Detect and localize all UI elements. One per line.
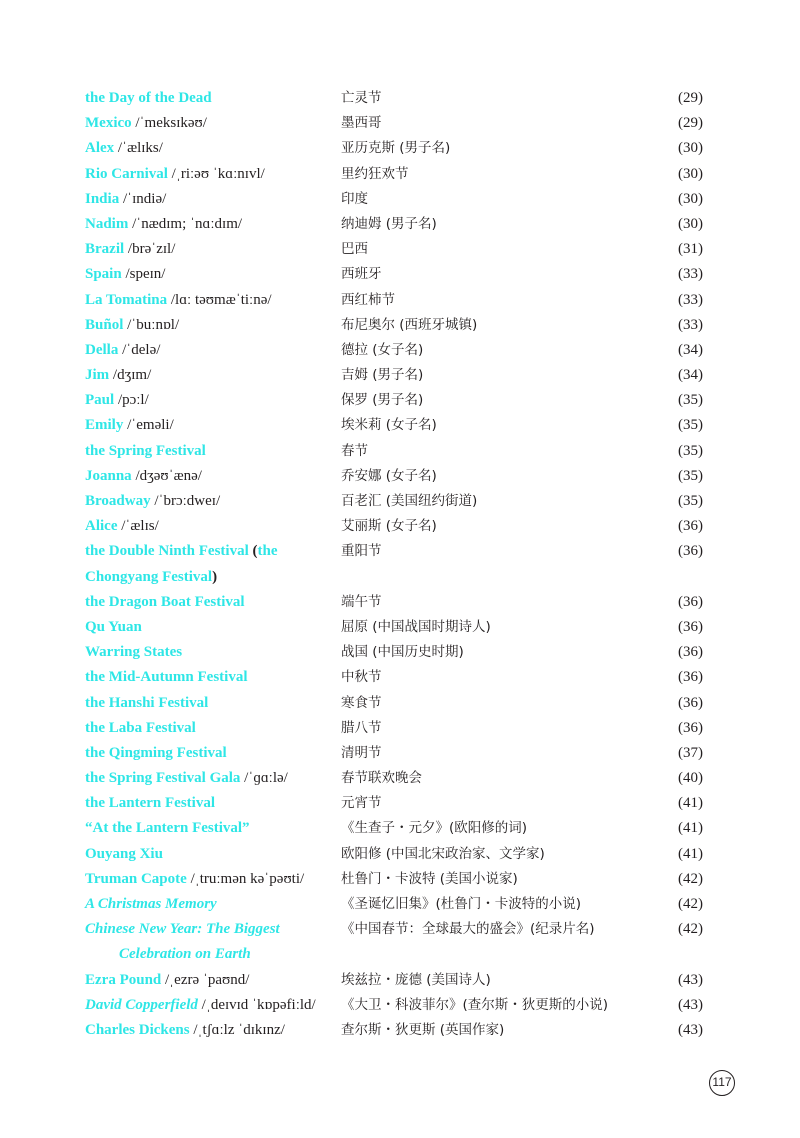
entry-chinese: 巴西 bbox=[341, 241, 368, 258]
entry-page-ref: (35) bbox=[678, 417, 703, 434]
term-english: “At the Lantern Festival” bbox=[85, 820, 250, 837]
entry-term bbox=[85, 665, 335, 690]
glossary-entry bbox=[0, 162, 800, 187]
entry-chinese: 《圣诞忆旧集》(杜鲁门・卡波特的小说) bbox=[341, 896, 582, 913]
glossary-entry bbox=[0, 262, 800, 287]
entry-term bbox=[85, 615, 335, 640]
glossary-entry bbox=[0, 741, 800, 766]
term-phonetic: /ˈɪndiə/ bbox=[122, 190, 167, 207]
entry-page-ref: (31) bbox=[678, 241, 703, 258]
entry-term bbox=[85, 363, 335, 388]
term-english: the Lantern Festival bbox=[85, 795, 215, 812]
entry-page-ref: (43) bbox=[678, 971, 703, 988]
term-english: Alice bbox=[85, 518, 118, 535]
glossary-entry bbox=[0, 363, 800, 388]
entry-chinese: 纳迪姆 (男子名) bbox=[341, 215, 437, 232]
entry-chinese: 艾丽斯 (女子名) bbox=[341, 518, 437, 535]
entry-chinese: 屈原 (中国战国时期诗人) bbox=[341, 618, 491, 635]
term-english: the Hanshi Festival bbox=[85, 694, 209, 711]
term-phonetic: /ˈeməli/ bbox=[127, 417, 174, 434]
glossary-entry bbox=[0, 1018, 800, 1043]
entry-term bbox=[85, 187, 335, 212]
term-english: Spain bbox=[85, 266, 122, 283]
entry-term bbox=[85, 917, 335, 967]
term-english: Alex bbox=[85, 140, 115, 157]
glossary-entry bbox=[0, 86, 800, 111]
term-phonetic: /ˌtruːmən kəˈpəʊti/ bbox=[190, 870, 305, 887]
glossary-entry bbox=[0, 187, 800, 212]
term-phonetic: /ˈnædɪm; ˈnɑːdɪm/ bbox=[132, 215, 243, 232]
entry-chinese: 春节联欢晚会 bbox=[341, 770, 422, 787]
entry-page-ref: (36) bbox=[678, 719, 703, 736]
term-paren-close: ) bbox=[212, 568, 218, 585]
term-english: Mexico bbox=[85, 115, 132, 132]
term-phonetic: /dʒɪm/ bbox=[112, 367, 152, 384]
entry-page-ref: (40) bbox=[678, 770, 703, 787]
entry-chinese: 清明节 bbox=[341, 744, 382, 761]
entry-chinese: 亡灵节 bbox=[341, 90, 382, 106]
term-english: Nadim bbox=[85, 215, 129, 232]
term-english: Della bbox=[85, 341, 119, 358]
entry-chinese: 查尔斯・狄更斯 (英国作家) bbox=[341, 1021, 505, 1038]
entry-chinese: 吉姆 (男子名) bbox=[341, 367, 424, 384]
entry-page-ref: (36) bbox=[678, 593, 703, 610]
term-english: Chinese New Year: The Biggest bbox=[85, 921, 280, 938]
entry-chinese: 端午节 bbox=[341, 593, 382, 610]
entry-chinese: 春节 bbox=[341, 442, 368, 459]
glossary-entry bbox=[0, 313, 800, 338]
term-english: Broadway bbox=[85, 493, 151, 509]
term-phonetic: /ˌriːəʊ ˈkɑːnɪvl/ bbox=[171, 165, 265, 182]
entry-page-ref: (33) bbox=[678, 266, 703, 283]
term-english: the Laba Festival bbox=[85, 719, 196, 736]
term-phonetic: /pɔːl/ bbox=[117, 392, 149, 409]
entry-page-ref: (36) bbox=[678, 618, 703, 635]
entry-chinese: 《中国春节：全球最大的盛会》(纪录片名) bbox=[341, 921, 595, 938]
entry-page-ref: (42) bbox=[678, 896, 703, 913]
entry-page-ref: (30) bbox=[678, 165, 703, 182]
entry-chinese: 布尼奥尔 (西班牙城镇) bbox=[341, 316, 478, 333]
glossary-entry bbox=[0, 766, 800, 791]
entry-term bbox=[85, 741, 335, 766]
term-english: Brazil bbox=[85, 241, 125, 258]
term-english: India bbox=[85, 190, 120, 207]
entry-term bbox=[85, 1018, 335, 1043]
page-number: 117 bbox=[709, 1070, 735, 1096]
term-english: Warring States bbox=[85, 644, 183, 661]
entry-page-ref: (35) bbox=[678, 442, 703, 459]
term-phonetic: /ˈdelə/ bbox=[122, 341, 161, 358]
entry-chinese: 《大卫・科波菲尔》(查尔斯・狄更斯的小说) bbox=[341, 996, 609, 1013]
entry-chinese: 重阳节 bbox=[341, 543, 382, 560]
term-english: David Copperfield bbox=[85, 996, 198, 1013]
entry-term bbox=[85, 237, 335, 262]
entry-term bbox=[85, 388, 335, 413]
glossary-entry bbox=[0, 489, 800, 514]
term-english-continued: Celebration on Earth bbox=[119, 946, 251, 963]
entry-page-ref: (42) bbox=[678, 921, 703, 938]
entry-page-ref: (36) bbox=[678, 669, 703, 686]
glossary-entry bbox=[0, 514, 800, 539]
entry-term bbox=[85, 288, 335, 313]
entry-chinese: 元宵节 bbox=[341, 795, 382, 812]
entry-chinese: 中秋节 bbox=[341, 669, 382, 686]
entry-term bbox=[85, 842, 335, 867]
term-english: the Dragon Boat Festival bbox=[85, 593, 245, 610]
entry-chinese: 里约狂欢节 bbox=[341, 165, 409, 182]
glossary-entry bbox=[0, 136, 800, 161]
entry-chinese: 《生查子・元夕》(欧阳修的词) bbox=[341, 820, 528, 837]
term-english: Jim bbox=[85, 367, 110, 384]
entry-term bbox=[85, 892, 335, 917]
entry-chinese: 西班牙 bbox=[341, 266, 382, 283]
entry-term bbox=[85, 464, 335, 489]
entry-page-ref: (29) bbox=[678, 90, 703, 106]
entry-page-ref: (36) bbox=[678, 694, 703, 711]
entry-page-ref: (30) bbox=[678, 140, 703, 157]
glossary-entry bbox=[0, 968, 800, 993]
glossary-entry bbox=[0, 439, 800, 464]
entry-term bbox=[85, 539, 335, 589]
entry-term bbox=[85, 439, 335, 464]
glossary-entry bbox=[0, 640, 800, 665]
term-phonetic: /ˌdeɪvɪd ˈkɒpəfiːld/ bbox=[201, 996, 316, 1013]
entry-chinese: 保罗 (男子名) bbox=[341, 392, 424, 409]
entry-page-ref: (35) bbox=[678, 392, 703, 409]
term-english: Charles Dickens bbox=[85, 1021, 190, 1038]
glossary-entry bbox=[0, 691, 800, 716]
glossary-entry bbox=[0, 993, 800, 1018]
term-paren-open: ( bbox=[252, 543, 258, 560]
entry-term bbox=[85, 816, 335, 841]
term-phonetic: /brəˈzɪl/ bbox=[127, 241, 176, 258]
glossary-entry bbox=[0, 288, 800, 313]
entry-chinese: 西红柿节 bbox=[341, 291, 395, 308]
glossary-entry bbox=[0, 791, 800, 816]
entry-chinese: 埃兹拉・庞德 (美国诗人) bbox=[341, 971, 491, 988]
entry-page-ref: (29) bbox=[678, 115, 703, 132]
term-english: the Qingming Festival bbox=[85, 744, 227, 761]
entry-chinese: 乔安娜 (女子名) bbox=[341, 467, 437, 484]
term-phonetic: /ˈælɪks/ bbox=[117, 140, 163, 157]
entry-term bbox=[85, 262, 335, 287]
entry-page-ref: (36) bbox=[678, 518, 703, 535]
glossary-entry bbox=[0, 237, 800, 262]
entry-term bbox=[85, 993, 335, 1018]
entry-page-ref: (36) bbox=[678, 543, 703, 560]
term-phonetic: /ˈælɪs/ bbox=[121, 518, 159, 535]
entry-term bbox=[85, 212, 335, 237]
entry-chinese: 亚历克斯 (男子名) bbox=[341, 140, 451, 157]
entry-page-ref: (34) bbox=[678, 367, 703, 384]
term-english: La Tomatina bbox=[85, 291, 168, 308]
term-english: Qu Yuan bbox=[85, 618, 142, 635]
entry-page-ref: (42) bbox=[678, 870, 703, 887]
term-english: A Christmas Memory bbox=[85, 896, 217, 913]
entry-page-ref: (41) bbox=[678, 845, 703, 862]
term-english: the Double Ninth Festival bbox=[85, 543, 249, 560]
glossary-list bbox=[0, 86, 800, 1043]
term-english: Paul bbox=[85, 392, 115, 409]
entry-chinese: 百老汇 (美国纽约街道) bbox=[341, 493, 478, 509]
glossary-entry bbox=[0, 111, 800, 136]
entry-term bbox=[85, 791, 335, 816]
term-phonetic: /lɑː təʊmæˈtiːnə/ bbox=[170, 291, 272, 308]
glossary-entry bbox=[0, 892, 800, 917]
entry-page-ref: (41) bbox=[678, 795, 703, 812]
entry-term bbox=[85, 640, 335, 665]
entry-page-ref: (41) bbox=[678, 820, 703, 837]
entry-page-ref: (36) bbox=[678, 644, 703, 661]
entry-page-ref: (43) bbox=[678, 996, 703, 1013]
entry-term bbox=[85, 162, 335, 187]
entry-term bbox=[85, 691, 335, 716]
glossary-entry bbox=[0, 539, 800, 589]
entry-page-ref: (35) bbox=[678, 493, 703, 509]
entry-page-ref: (30) bbox=[678, 190, 703, 207]
entry-page-ref: (30) bbox=[678, 215, 703, 232]
entry-term bbox=[85, 338, 335, 363]
entry-term bbox=[85, 111, 335, 136]
entry-term bbox=[85, 590, 335, 615]
entry-term bbox=[85, 86, 335, 111]
entry-page-ref: (37) bbox=[678, 744, 703, 761]
entry-term bbox=[85, 489, 335, 514]
entry-term bbox=[85, 766, 335, 791]
term-phonetic: /ˈɡɑːlə/ bbox=[244, 770, 288, 787]
glossary-entry bbox=[0, 842, 800, 867]
term-phonetic: /ˈbrɔːdweɪ/ bbox=[154, 493, 221, 509]
entry-chinese: 印度 bbox=[341, 190, 368, 207]
entry-chinese: 杜鲁门・卡波特 (美国小说家) bbox=[341, 870, 518, 887]
entry-page-ref: (33) bbox=[678, 316, 703, 333]
entry-page-ref: (34) bbox=[678, 341, 703, 358]
glossary-entry bbox=[0, 665, 800, 690]
glossary-entry bbox=[0, 388, 800, 413]
term-english: Buñol bbox=[85, 316, 124, 333]
term-english: Truman Capote bbox=[85, 870, 187, 887]
term-alternate: the Chongyang Festival bbox=[85, 543, 278, 585]
glossary-entry bbox=[0, 464, 800, 489]
glossary-entry bbox=[0, 338, 800, 363]
entry-chinese: 欧阳修 (中国北宋政治家、文学家) bbox=[341, 845, 545, 862]
entry-chinese: 埃米莉 (女子名) bbox=[341, 417, 437, 434]
glossary-entry bbox=[0, 615, 800, 640]
term-english: Emily bbox=[85, 417, 124, 434]
entry-page-ref: (33) bbox=[678, 291, 703, 308]
glossary-entry bbox=[0, 867, 800, 892]
entry-chinese: 德拉 (女子名) bbox=[341, 341, 424, 358]
entry-page-ref: (43) bbox=[678, 1021, 703, 1038]
entry-term bbox=[85, 136, 335, 161]
entry-term bbox=[85, 413, 335, 438]
entry-term bbox=[85, 313, 335, 338]
term-phonetic: /speɪn/ bbox=[125, 266, 166, 283]
term-english: the Spring Festival bbox=[85, 442, 206, 459]
term-phonetic: /ˌezrə ˈpaʊnd/ bbox=[165, 971, 250, 988]
term-english: the Day of the Dead bbox=[85, 90, 212, 106]
glossary-entry bbox=[0, 212, 800, 237]
glossary-entry bbox=[0, 917, 800, 967]
term-phonetic: /dʒəʊˈænə/ bbox=[135, 467, 202, 484]
term-english: Ouyang Xiu bbox=[85, 845, 163, 862]
term-english: the Mid-Autumn Festival bbox=[85, 669, 248, 686]
glossary-entry bbox=[0, 413, 800, 438]
entry-chinese: 战国 (中国历史时期) bbox=[341, 644, 464, 661]
term-phonetic: /ˈbuːnɒl/ bbox=[127, 316, 180, 333]
glossary-entry bbox=[0, 816, 800, 841]
entry-chinese: 腊八节 bbox=[341, 719, 382, 736]
term-english: Ezra Pound bbox=[85, 971, 162, 988]
entry-term bbox=[85, 867, 335, 892]
term-english: the Spring Festival Gala bbox=[85, 770, 241, 787]
entry-term bbox=[85, 716, 335, 741]
glossary-entry bbox=[0, 590, 800, 615]
term-english: Rio Carnival bbox=[85, 165, 168, 182]
entry-term bbox=[85, 968, 335, 993]
term-english: Joanna bbox=[85, 467, 132, 484]
glossary-entry bbox=[0, 716, 800, 741]
term-phonetic: /ˈmeksɪkəʊ/ bbox=[135, 115, 207, 132]
entry-page-ref: (35) bbox=[678, 467, 703, 484]
term-phonetic: /ˌtʃɑːlz ˈdɪkɪnz/ bbox=[193, 1021, 285, 1038]
entry-chinese: 墨西哥 bbox=[341, 115, 382, 132]
entry-term bbox=[85, 514, 335, 539]
entry-chinese: 寒食节 bbox=[341, 694, 382, 711]
